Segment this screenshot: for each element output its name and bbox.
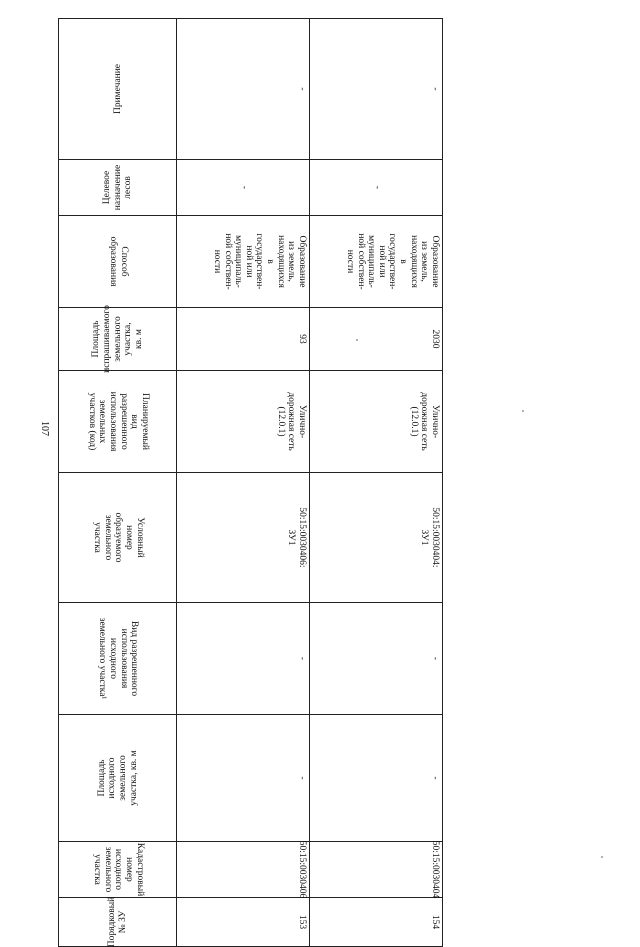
table-row bbox=[59, 308, 443, 371]
value-source-cadastral: 50:15:0030406 bbox=[297, 840, 307, 899]
value-source-area: - bbox=[297, 776, 307, 780]
table-row bbox=[59, 371, 443, 473]
header-label-ordinal: Порядковый № ЗУ bbox=[107, 896, 128, 947]
value-source-use: - bbox=[297, 656, 307, 661]
value-formation-method: Образование из земель, находящихся в государствен- ной или муниципаль- ной собствен- ности bbox=[212, 233, 307, 290]
value-cell-source-area bbox=[177, 715, 310, 842]
value-cell-planned-use bbox=[177, 371, 310, 473]
value-cell-formation-method bbox=[310, 216, 443, 308]
table-row bbox=[59, 19, 443, 160]
header-cell-requested-area bbox=[59, 305, 177, 373]
header-label-source-area: Площадь исходного земельного участка, кв. м bbox=[96, 750, 139, 806]
value-requested-area: 2030 bbox=[430, 329, 440, 349]
value-requested-area: 93 bbox=[297, 334, 307, 344]
value-cell-note bbox=[310, 19, 443, 160]
header-label-planned-use: Планируемый вид разрешенного использования земельных участков (код) bbox=[86, 391, 150, 452]
table-row bbox=[59, 603, 443, 715]
value-note: - bbox=[297, 87, 307, 91]
value-cell-source-use bbox=[310, 603, 443, 715]
value-cell-forest-purpose bbox=[177, 160, 310, 216]
value-ordinal: 153 bbox=[297, 914, 307, 930]
header-cell-note bbox=[59, 19, 177, 160]
scan-speck bbox=[601, 856, 603, 858]
value-cell-requested-area bbox=[310, 308, 443, 371]
value-planned-use: Улично- дорожная сеть (12.0.1) bbox=[275, 392, 307, 451]
land-plot-table bbox=[58, 18, 443, 947]
header-label-formation-method: Способ образования bbox=[108, 236, 129, 287]
header-cell-formation-method bbox=[59, 216, 177, 308]
header-cell-source-area bbox=[59, 715, 177, 842]
value-cell-source-cadastral bbox=[310, 842, 443, 898]
value-conditional-number: 50:15:0030404: ЗУ1 bbox=[419, 507, 440, 568]
value-cell-conditional-number bbox=[177, 473, 310, 603]
value-cell-requested-area bbox=[177, 308, 310, 371]
value-planned-use: Улично- дорожная сеть (12.0.1) bbox=[408, 392, 440, 451]
header-label-source-use: Вид разрешенного использования исходного земельного участка¹ bbox=[97, 617, 140, 700]
header-cell-source-use bbox=[59, 603, 177, 715]
value-conditional-number: 50:15:0030406: ЗУ1 bbox=[286, 507, 307, 568]
header-cell-source-cadastral bbox=[59, 842, 177, 898]
table-row bbox=[59, 842, 443, 898]
value-cell-formation-method bbox=[177, 216, 310, 308]
table-row bbox=[59, 160, 443, 216]
value-formation-method: Образование из земель, находящихся в государствен- ной или муниципаль- ной собствен- ности bbox=[345, 233, 440, 290]
value-cell-planned-use bbox=[310, 371, 443, 473]
value-note: - bbox=[430, 87, 440, 91]
value-source-use: - bbox=[430, 656, 440, 661]
page-number: 107 bbox=[38, 420, 50, 436]
header-cell-conditional-number bbox=[59, 473, 177, 603]
value-forest-purpose: - bbox=[371, 185, 382, 190]
value-source-area: - bbox=[430, 776, 440, 780]
value-source-cadastral: 50:15:0030404 bbox=[430, 840, 440, 899]
value-cell-conditional-number bbox=[310, 473, 443, 603]
table-row bbox=[59, 216, 443, 308]
value-cell-source-use bbox=[177, 603, 310, 715]
header-cell-forest-purpose bbox=[59, 160, 177, 216]
table-row bbox=[59, 473, 443, 603]
header-label-conditional-number: Условный номер образуемого земельного участка bbox=[92, 512, 145, 563]
table-row bbox=[59, 715, 443, 842]
scan-speck bbox=[522, 410, 524, 412]
header-cell-planned-use bbox=[59, 371, 177, 473]
value-cell-forest-purpose bbox=[310, 160, 443, 216]
value-ordinal: 154 bbox=[430, 914, 440, 930]
header-label-source-cadastral: Кадастровый номер исходного земельного участка bbox=[92, 842, 145, 897]
header-label-forest-purpose: Целевое назначение лесов bbox=[102, 164, 134, 211]
value-cell-note bbox=[177, 19, 310, 160]
value-forest-purpose: - bbox=[238, 185, 249, 190]
header-label-requested-area: Площадь испрашиваемого земельного участка, кв. м bbox=[91, 305, 144, 373]
value-cell-source-cadastral bbox=[177, 842, 310, 898]
header-label-note: Примечание bbox=[112, 63, 123, 115]
value-cell-source-area bbox=[310, 715, 443, 842]
